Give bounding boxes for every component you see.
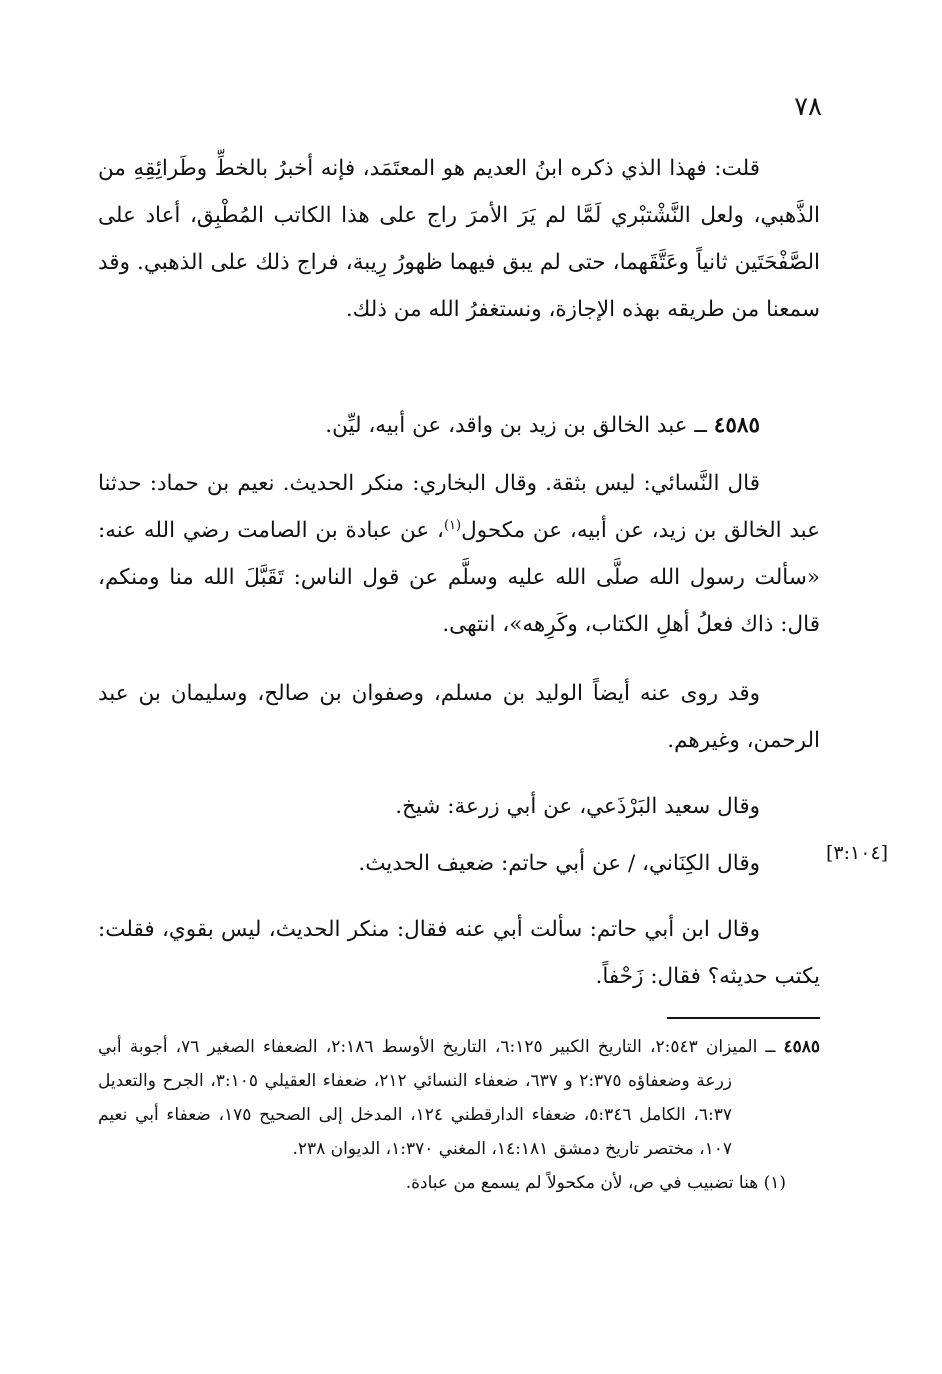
footnote-note-text: هنا تضبيب في ص، لأن مكحولاً لم يسمع من عبادة. <box>405 1173 759 1193</box>
paragraph-narration <box>98 460 820 648</box>
paragraph-commentary: قلت: فهذا الذي ذكره ابنُ العديم هو المعتَمَد، فإنه أخبرُ بالخطِّ وطَرائِقِهِ من الذَّهبي، ولعل النَّشْتبْري لَمَّا لم يَرَ الأمرَ راج على هذا الكاتب المُطْبِق، أعاد على الصَّفْحَتَين ثانياً وعَتَّقَهما، حتى لم يبق فيهما ظهورُ رِيبة، فراج ذلك على الذهبي. وقد سمعنا من طريقه بهذه الإجازة، ونستغفرُ الله من ذلك. <box>98 156 820 322</box>
paragraph-narrators: وقد روى عنه أيضاً الوليد بن مسلم، وصفوان بن صالح، وسليمان بن عبد الرحمن، وغيرهم. <box>98 681 820 753</box>
footnote-sources <box>98 1030 820 1166</box>
paragraph-abi-hatim: وقال ابن أبي حاتم: سألت أبي عنه فقال: منكر الحديث، ليس بقوي، فقلت: يكتب حديثه؟ فقال: زَحْفاً. <box>98 917 820 989</box>
footnote-note-number: (١) <box>763 1173 786 1193</box>
footnote-divider <box>667 1017 820 1019</box>
narration-text-start: قال النَّسائي: ليس بثقة. وقال البخاري: منكر الحديث. نعيم بن حماد: حدثنا عبد الخالق بن زيد، عن أبيه، عن مكحول <box>98 471 820 543</box>
footnote-marker: (١) <box>443 517 462 533</box>
entry-title: ــ عبد الخالق بن زيد بن واقد، عن أبيه، ليِّن. <box>325 413 714 438</box>
biography-entry-heading <box>98 402 820 449</box>
entry-number: ٤٥٨٥ <box>713 413 760 438</box>
margin-reference: [٣:١٠٤] <box>826 842 889 864</box>
page-number: ٧٨ <box>794 92 822 122</box>
paragraph-kinani: وقال الكِنَاني، / عن أبي حاتم: ضعيف الحديث. <box>358 851 760 876</box>
footnote-sources-text: ــ الميزان ٢:٥٤٣، التاريخ الكبير ٦:١٢٥، التاريخ الأوسط ٢:١٨٦، الضعفاء الصغير ٧٦، أجوبة أبي زرعة وضعفاؤه ٢:٣٧٥ و ٦٣٧، ضعفاء النسائي ٢١٢، ضعفاء العقيلي ٣:١٠٥، الجرح والتعديل ٦:٣٧، الكامل ٥:٣٤٦، ضعفاء الدارقطني ١٢٤، المدخل إلى الصحيح ١٧٥، ضعفاء أبي نعيم ١٠٧، مختصر تاريخ دمشق ١٤:١٨١، المغني ١:٣٧٠، الديوان ٢٣٨. <box>98 1037 784 1159</box>
footnote-note <box>98 1166 820 1200</box>
footnote-entry-number: ٤٥٨٥ <box>783 1037 820 1057</box>
narration-text-end: ، عن عبادة بن الصامت رضي الله عنه: «سألت رسول الله صلَّى الله عليه وسلَّم عن قول الناس: تَقَبَّلَ الله منا ومنكم، قال: ذاك فعلُ أهلِ الكتاب، وكَرِهه»، انتهى. <box>98 518 820 637</box>
paragraph-bardhai: وقال سعيد البَرْذَعي، عن أبي زرعة: شيخ. <box>395 794 760 819</box>
footnotes-section <box>98 1030 820 1200</box>
